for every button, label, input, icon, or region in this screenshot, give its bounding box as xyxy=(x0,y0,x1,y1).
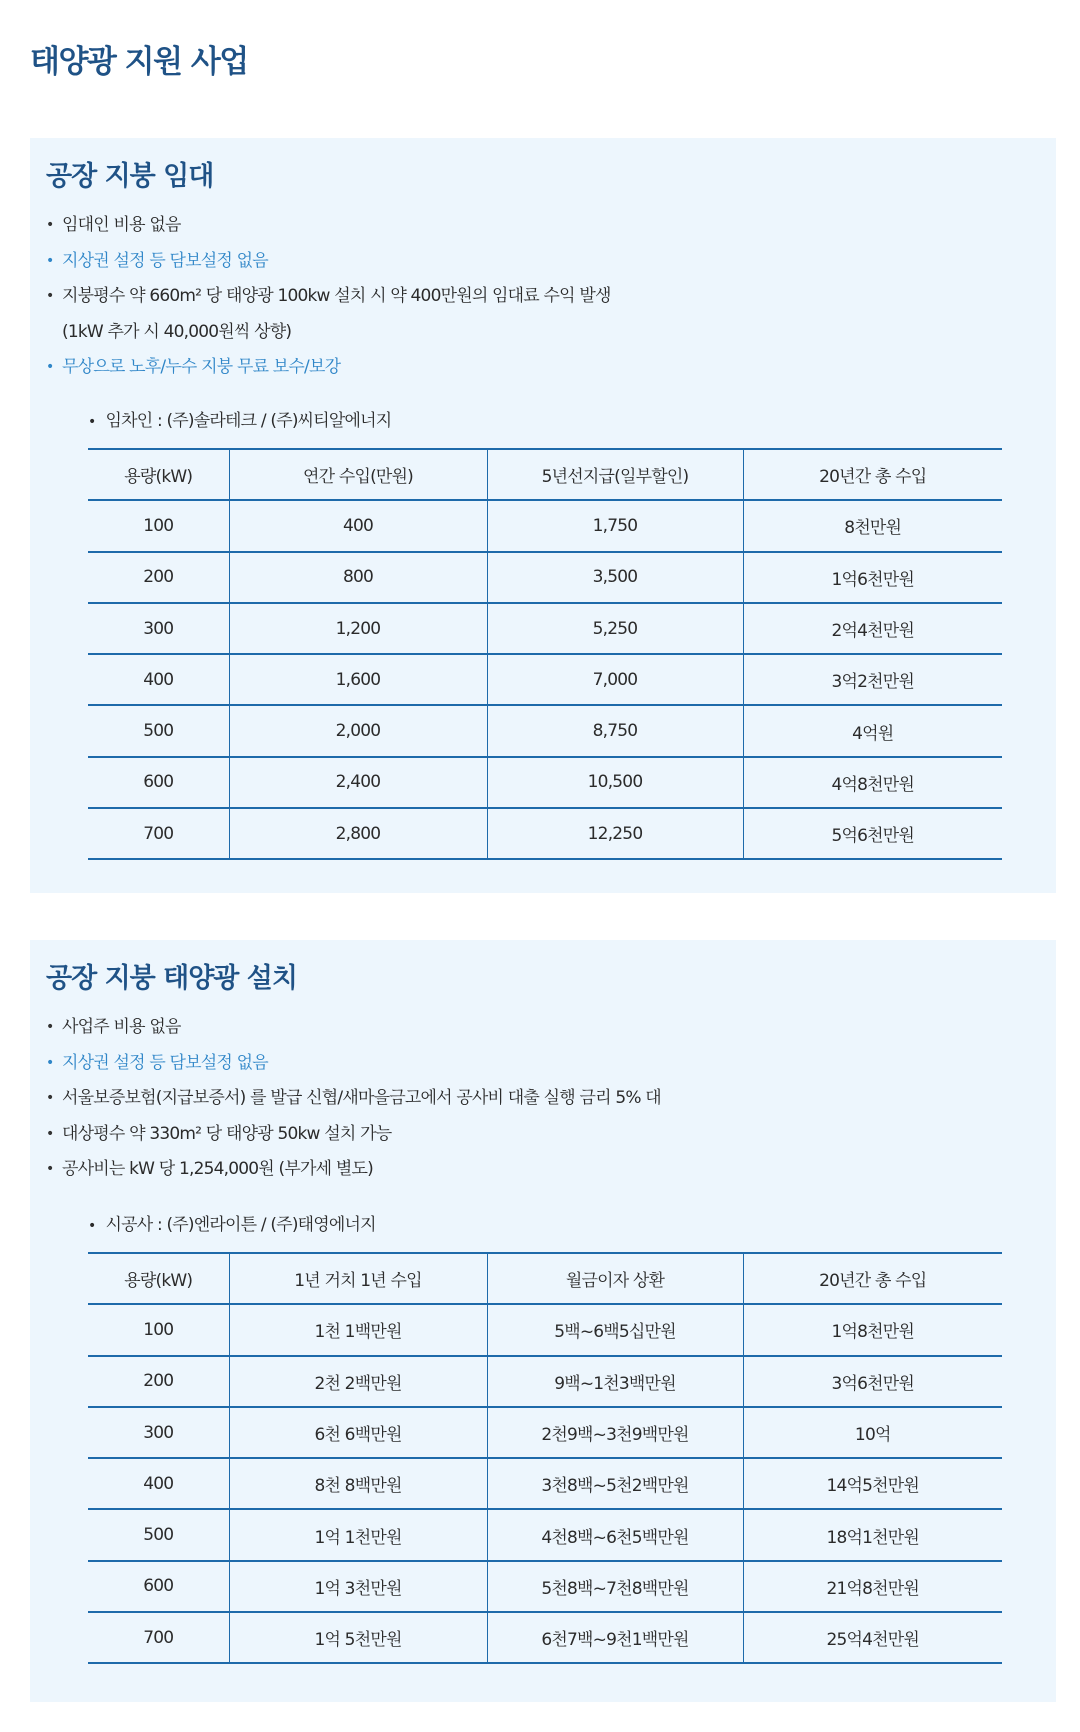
table-cell: 400 xyxy=(229,500,487,551)
section-roof-solar-install xyxy=(30,940,1056,1702)
table-cell: 100 xyxy=(88,1304,229,1355)
bullet-list xyxy=(46,208,1026,386)
table-cell: 5백~6백5십만원 xyxy=(487,1304,743,1355)
table-cell: 700 xyxy=(88,1612,229,1663)
bullet-item: • 서울보증보험(지급보증서) 를 발급 신협/새마을금고에서 공사비 대출 실행 금리 5% 대 xyxy=(46,1081,1026,1117)
table-row xyxy=(88,1356,1002,1407)
table-cell: 300 xyxy=(88,1407,229,1458)
table-row xyxy=(88,705,1002,756)
table-row xyxy=(88,1612,1002,1663)
table-row xyxy=(88,603,1002,654)
bullet-item: • 공사비는 kW 당 1,254,000원 (부가세 별도) xyxy=(46,1152,1026,1188)
table-row xyxy=(88,654,1002,705)
table-cell: 3,500 xyxy=(487,552,743,603)
table-cell: 1억 5천만원 xyxy=(229,1612,487,1663)
column-header: 20년간 총 수입 xyxy=(743,1253,1002,1304)
table-cell: 9백~1천3백만원 xyxy=(487,1356,743,1407)
table-cell: 500 xyxy=(88,705,229,756)
contractor-info: • 시공사 : (주)엔라이튼 / (주)태영에너지 xyxy=(88,1210,376,1235)
table-header-row xyxy=(88,1253,1002,1304)
column-header: 20년간 총 수입 xyxy=(743,449,1002,500)
table-cell: 4천8백~6천5백만원 xyxy=(487,1509,743,1560)
column-header: 5년선지급(일부할인) xyxy=(487,449,743,500)
table-cell: 200 xyxy=(88,552,229,603)
column-header: 연간 수입(만원) xyxy=(229,449,487,500)
table-cell: 1억8천만원 xyxy=(743,1304,1002,1355)
table-header-row xyxy=(88,449,1002,500)
table-cell: 100 xyxy=(88,500,229,551)
table-cell: 1,750 xyxy=(487,500,743,551)
table-cell: 500 xyxy=(88,1509,229,1560)
table-cell: 4억원 xyxy=(743,705,1002,756)
table-cell: 5억6천만원 xyxy=(743,808,1002,859)
table-cell: 7,000 xyxy=(487,654,743,705)
table-row xyxy=(88,757,1002,808)
table-cell: 10,500 xyxy=(487,757,743,808)
table-cell: 12,250 xyxy=(487,808,743,859)
section-roof-lease xyxy=(30,138,1056,893)
table-row xyxy=(88,1458,1002,1509)
column-header: 용량(kW) xyxy=(88,1253,229,1304)
table-row xyxy=(88,808,1002,859)
bullet-item-highlight: • 무상으로 노후/누수 지붕 무료 보수/보강 xyxy=(46,350,1026,386)
table-row xyxy=(88,500,1002,551)
table-cell: 300 xyxy=(88,603,229,654)
table-cell: 21억8천만원 xyxy=(743,1561,1002,1612)
table-row xyxy=(88,1561,1002,1612)
table-cell: 3억2천만원 xyxy=(743,654,1002,705)
bullet-item: • 임대인 비용 없음 xyxy=(46,208,1026,244)
table-cell: 2,000 xyxy=(229,705,487,756)
table-row xyxy=(88,552,1002,603)
table-cell: 8천만원 xyxy=(743,500,1002,551)
bullet-item-continuation: (1kW 추가 시 40,000원씩 상향) xyxy=(62,321,292,342)
table-cell: 2천 2백만원 xyxy=(229,1356,487,1407)
table-cell: 2,400 xyxy=(229,757,487,808)
table-cell: 1억 1천만원 xyxy=(229,1509,487,1560)
section-title: 공장 지붕 태양광 설치 xyxy=(46,963,297,994)
lease-revenue-table xyxy=(88,448,1002,860)
bullet-item-highlight: • 지상권 설정 등 담보설정 없음 xyxy=(46,244,1026,280)
table-cell: 3천8백~5천2백만원 xyxy=(487,1458,743,1509)
table-cell: 2천9백~3천9백만원 xyxy=(487,1407,743,1458)
table-cell: 25억4천만원 xyxy=(743,1612,1002,1663)
table-cell: 2억4천만원 xyxy=(743,603,1002,654)
section-title: 공장 지붕 임대 xyxy=(46,161,214,192)
bullet-item-highlight: • 지상권 설정 등 담보설정 없음 xyxy=(46,1046,1026,1082)
table-cell: 14억5천만원 xyxy=(743,1458,1002,1509)
table-cell: 1억6천만원 xyxy=(743,552,1002,603)
table-cell: 600 xyxy=(88,1561,229,1612)
page-title: 태양광 지원 사업 xyxy=(30,44,248,80)
table-cell: 600 xyxy=(88,757,229,808)
table-row xyxy=(88,1509,1002,1560)
column-header: 용량(kW) xyxy=(88,449,229,500)
table-cell: 6천7백~9천1백만원 xyxy=(487,1612,743,1663)
bullet-item: • 사업주 비용 없음 xyxy=(46,1010,1026,1046)
table-cell: 8천 8백만원 xyxy=(229,1458,487,1509)
bullet-item: • 대상평수 약 330m² 당 태양광 50kw 설치 가능 xyxy=(46,1117,1026,1153)
table-row xyxy=(88,1407,1002,1458)
table-cell: 2,800 xyxy=(229,808,487,859)
table-cell: 400 xyxy=(88,654,229,705)
bullet-item: • 지붕평수 약 660m² 당 태양광 100kw 설치 시 약 400만원의 임대료 수익 발생 xyxy=(46,279,1026,315)
table-row xyxy=(88,1304,1002,1355)
bullet-list xyxy=(46,1010,1026,1188)
table-cell: 200 xyxy=(88,1356,229,1407)
table-cell: 3억6천만원 xyxy=(743,1356,1002,1407)
table-cell: 1천 1백만원 xyxy=(229,1304,487,1355)
table-cell: 5천8백~7천8백만원 xyxy=(487,1561,743,1612)
column-header: 월금이자 상환 xyxy=(487,1253,743,1304)
table-cell: 6천 6백만원 xyxy=(229,1407,487,1458)
table-cell: 1억 3천만원 xyxy=(229,1561,487,1612)
table-cell: 5,250 xyxy=(487,603,743,654)
table-cell: 18억1천만원 xyxy=(743,1509,1002,1560)
table-cell: 10억 xyxy=(743,1407,1002,1458)
install-revenue-table xyxy=(88,1252,1002,1664)
table-cell: 4억8천만원 xyxy=(743,757,1002,808)
table-cell: 1,200 xyxy=(229,603,487,654)
table-cell: 800 xyxy=(229,552,487,603)
table-cell: 8,750 xyxy=(487,705,743,756)
table-cell: 400 xyxy=(88,1458,229,1509)
lessee-info: • 임차인 : (주)솔라테크 / (주)씨티알에너지 xyxy=(88,406,391,431)
table-cell: 700 xyxy=(88,808,229,859)
column-header: 1년 거치 1년 수입 xyxy=(229,1253,487,1304)
table-cell: 1,600 xyxy=(229,654,487,705)
